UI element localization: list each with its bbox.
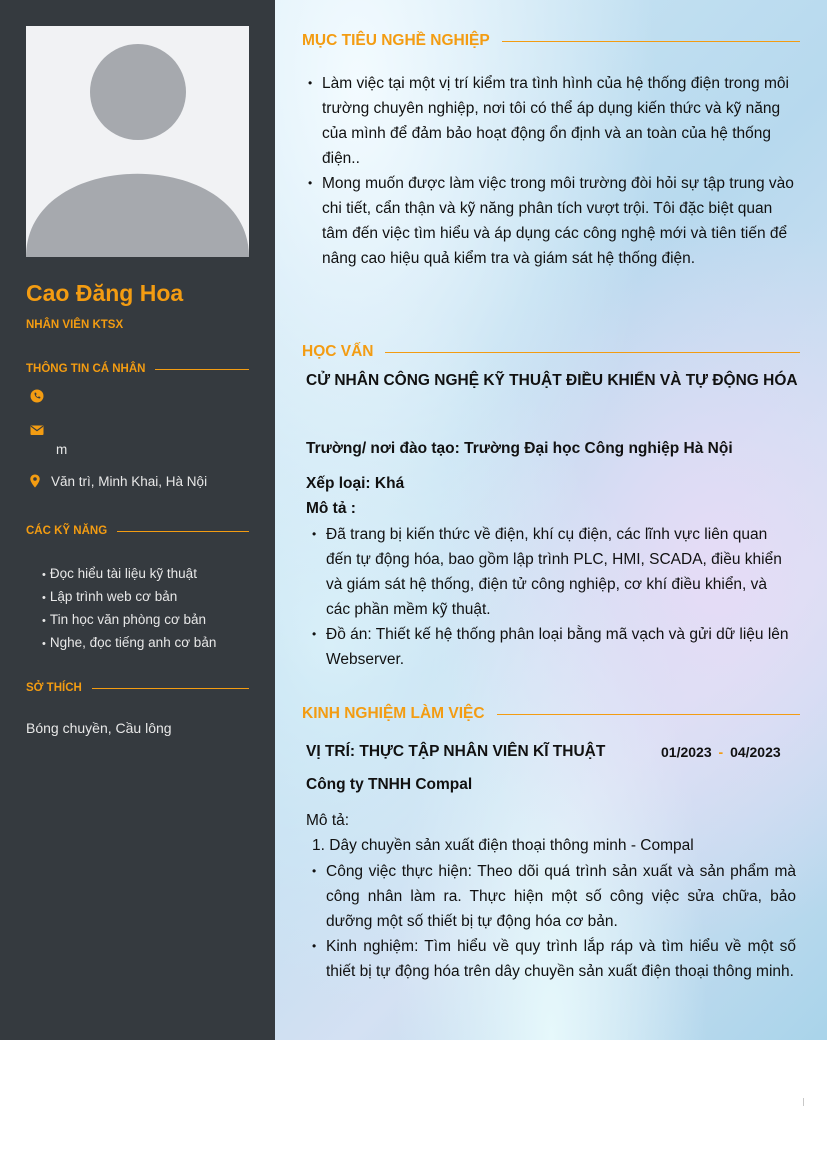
- email-value-row: [56, 442, 67, 457]
- skills-heading-text: CÁC KỸ NĂNG: [26, 525, 108, 537]
- job-date-to: 04/2023: [730, 744, 781, 760]
- hobbies-value: Bóng chuyền, Cầu lông: [26, 720, 172, 736]
- skill-item: • Tin học văn phòng cơ bản: [42, 609, 216, 632]
- company-name: Công ty TNHH Compal: [306, 776, 473, 793]
- experience-desc-item: • Công việc thực hiện: Theo dõi quá trình sản xuất và sản phẩm mà công nhân làm ra. Thực hiện một số công việc sửa chữa, bảo dưỡng một số thiết bị tự động hóa cơ bản.: [312, 859, 796, 934]
- envelope-icon: [30, 423, 44, 437]
- education-desc-label: Mô tả :: [306, 500, 356, 517]
- degree-title: CỬ NHÂN CÔNG NGHỆ KỸ THUẬT ĐIỀU KHIỂN VÀ TỰ ĐỘNG HÓA: [306, 372, 798, 389]
- experience-heading-text: KINH NGHIỆM LÀM VIỆC: [302, 705, 485, 722]
- heading-divider: [155, 369, 249, 370]
- candidate-name: Cao Đăng Hoa: [26, 280, 184, 306]
- skill-item: • Nghe, đọc tiếng anh cơ bản: [42, 632, 216, 655]
- education-desc-list: [312, 522, 795, 672]
- heading-divider: [117, 531, 249, 532]
- experience-numbered-item: [312, 837, 795, 855]
- numbered-index: 1.: [312, 837, 325, 854]
- page-footer-mark: [803, 1098, 804, 1106]
- school-name: Trường/ nơi đào tạo: Trường Đại học Công nghiệp Hà Nội: [306, 440, 733, 457]
- objective-heading-text: MỤC TIÊU NGHỀ NGHIỆP: [302, 32, 490, 49]
- job-date-from: 01/2023: [661, 744, 712, 760]
- hobbies-heading: [26, 682, 249, 694]
- objective-list: [308, 71, 798, 271]
- objective-item: • Làm việc tại một vị trí kiểm tra tình hình của hệ thống điện trong môi trường chuyên nghiệp, nơi tôi có thể áp dụng kiến thức và kỹ năng của mình để đảm bảo hoạt động ổn định và an toàn của hệ thống điện..: [308, 71, 798, 171]
- email-value: m: [56, 442, 68, 457]
- phone-icon: [30, 389, 44, 403]
- heading-divider: [497, 714, 800, 715]
- heading-divider: [385, 352, 800, 353]
- heading-divider: [502, 41, 800, 42]
- location-pin-icon: [28, 474, 42, 488]
- candidate-role: NHÂN VIÊN KTSX: [26, 319, 124, 331]
- education-grade: Xếp loại: Khá: [306, 475, 405, 492]
- skills-list: [42, 563, 216, 655]
- education-desc-item: • Đồ án: Thiết kế hệ thống phân loại bằng mã vạch và gửi dữ liệu lên Webserver.: [312, 622, 795, 672]
- email-row: [30, 423, 53, 437]
- heading-divider: [92, 688, 249, 689]
- avatar-placeholder-icon: [26, 26, 249, 257]
- address-row: [28, 474, 207, 489]
- job-date-separator: -: [718, 744, 724, 760]
- personal-info-heading-text: THÔNG TIN CÁ NHÂN: [26, 363, 146, 375]
- job-dates: [661, 744, 781, 760]
- education-desc-item: • Đã trang bị kiến thức về điện, khí cụ điện, các lĩnh vực liên quan đến tự động hóa, bao gồm lập trình PLC, HMI, SCADA, điều khiển và giám sát hệ thống, điện tử công nghiệp, cơ khí điều khiển, và các phần mềm kỹ thuật.: [312, 522, 795, 622]
- sidebar: [0, 0, 275, 1040]
- personal-info-heading: [26, 363, 249, 375]
- experience-heading: [302, 705, 800, 723]
- numbered-text: Dây chuyền sản xuất điện thoại thông minh - Compal: [329, 837, 694, 854]
- skills-heading: [26, 525, 249, 537]
- address-value: Văn trì, Minh Khai, Hà Nội: [51, 474, 208, 489]
- education-heading-text: HỌC VẤN: [302, 343, 374, 360]
- skill-item: • Lập trình web cơ bản: [42, 586, 216, 609]
- job-position: VỊ TRÍ: THỰC TẬP NHÂN VIÊN KĨ THUẬT: [306, 743, 606, 760]
- objective-heading: [302, 32, 800, 50]
- experience-desc-label: Mô tả:: [306, 812, 350, 829]
- skill-item: • Đọc hiểu tài liệu kỹ thuật: [42, 563, 216, 586]
- experience-desc-list: [312, 859, 796, 984]
- main-content: [275, 0, 827, 1040]
- phone-row: [30, 389, 53, 403]
- avatar: [26, 26, 249, 257]
- education-heading: [302, 343, 800, 361]
- experience-desc-item: • Kinh nghiệm: Tìm hiểu về quy trình lắp ráp và tìm hiểu về một số thiết bị tự động hóa trên dây chuyền sản xuất điện thoại thông minh.: [312, 934, 796, 984]
- hobbies-heading-text: SỞ THÍCH: [26, 682, 82, 694]
- objective-item: • Mong muốn được làm việc trong môi trường đòi hỏi sự tập trung vào chi tiết, cẩn thận và kỹ năng phân tích vượt trội. Tôi đặc biệt quan tâm đến việc tìm hiểu và áp dụng các công nghệ mới và tiên tiến để nâng cao hiệu quả kiểm tra và giám sát hệ thống điện.: [308, 171, 798, 271]
